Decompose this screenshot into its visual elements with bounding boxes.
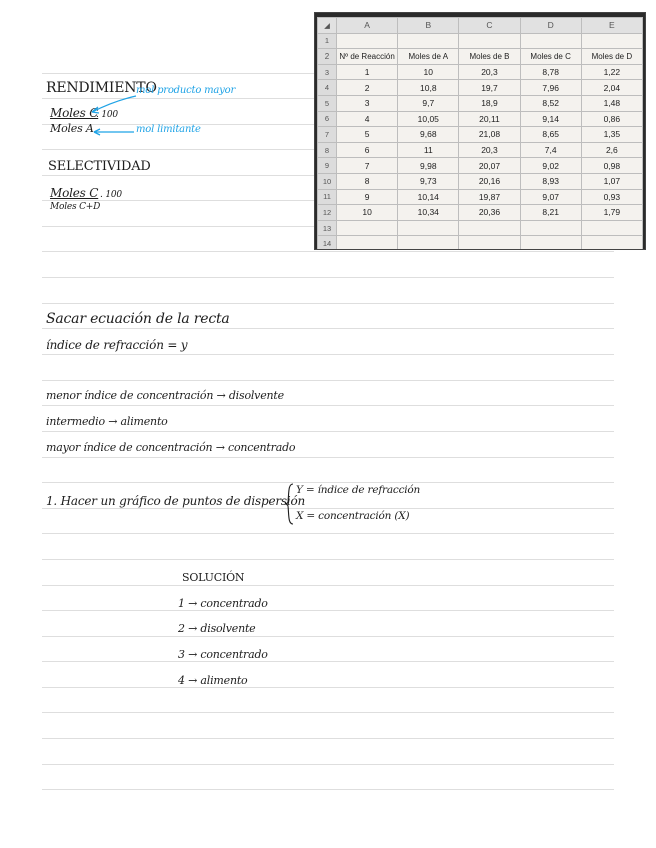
rendimiento-note-top: mol producto mayor bbox=[136, 85, 236, 96]
row-number: 8 bbox=[318, 142, 337, 158]
note-line-3: menor índice de concentración → disolvente bbox=[46, 389, 284, 402]
row-number: 6 bbox=[318, 111, 337, 127]
table-cell: 11 bbox=[398, 142, 459, 158]
table-cell: 19,87 bbox=[459, 189, 520, 205]
selectividad-times: . 100 bbox=[100, 190, 122, 200]
table-cell: 9 bbox=[337, 189, 398, 205]
ruled-line bbox=[42, 457, 614, 458]
ruled-line bbox=[42, 328, 614, 329]
ruled-line bbox=[42, 636, 614, 637]
table-cell: 8,21 bbox=[520, 205, 581, 221]
table-row bbox=[318, 189, 643, 205]
rendimiento-title: RENDIMIENTO bbox=[46, 80, 157, 96]
rendimiento-denominator: Moles A bbox=[50, 122, 94, 135]
spreadsheet-table bbox=[317, 17, 643, 250]
note-line-4: intermedio → alimento bbox=[46, 415, 168, 428]
selectividad-numerator: Moles C bbox=[50, 186, 99, 200]
column-letter: A bbox=[337, 18, 398, 34]
table-cell: 8 bbox=[337, 173, 398, 189]
column-letter: D bbox=[520, 18, 581, 34]
ruled-line bbox=[42, 738, 614, 739]
table-cell: 7,4 bbox=[520, 142, 581, 158]
table-cell: 20,07 bbox=[459, 158, 520, 174]
rendimiento-times: . 100 bbox=[96, 110, 118, 120]
table-cell: 1,48 bbox=[581, 95, 642, 111]
table-cell bbox=[398, 220, 459, 236]
curly-brace-icon bbox=[284, 483, 294, 525]
column-letter: B bbox=[398, 18, 459, 34]
table-cell: 9,14 bbox=[520, 111, 581, 127]
ruled-line bbox=[42, 559, 614, 560]
column-header-row bbox=[318, 18, 643, 34]
table-cell: 0,98 bbox=[581, 158, 642, 174]
table-cell: 7,96 bbox=[520, 80, 581, 96]
ruled-line bbox=[42, 251, 614, 252]
table-row bbox=[318, 220, 643, 236]
ruled-line bbox=[42, 585, 614, 586]
table-cell: 8,52 bbox=[520, 95, 581, 111]
solucion-item: 2 → disolvente bbox=[178, 622, 256, 635]
row-number: 10 bbox=[318, 173, 337, 189]
row-number: 9 bbox=[318, 158, 337, 174]
ruled-line bbox=[42, 764, 614, 765]
ruled-line bbox=[42, 789, 614, 790]
table-cell bbox=[337, 236, 398, 250]
table-row bbox=[318, 173, 643, 189]
table-cell: 1,79 bbox=[581, 205, 642, 221]
table-row bbox=[318, 158, 643, 174]
solucion-title: SOLUCIÓN bbox=[182, 571, 245, 584]
table-cell: 1,35 bbox=[581, 127, 642, 143]
table-cell: 9,7 bbox=[398, 95, 459, 111]
table-cell: 1,22 bbox=[581, 64, 642, 80]
ruled-line bbox=[42, 277, 614, 278]
table-row bbox=[318, 127, 643, 143]
row-number: 14 bbox=[318, 236, 337, 250]
table-cell: 20,3 bbox=[459, 64, 520, 80]
selectividad-denominator: Moles C+D bbox=[50, 202, 101, 212]
table-cell bbox=[581, 236, 642, 250]
table-cell: 2,04 bbox=[581, 80, 642, 96]
table-cell: 10,05 bbox=[398, 111, 459, 127]
table-cell bbox=[459, 236, 520, 250]
table-row bbox=[318, 95, 643, 111]
header-cell: Moles de A bbox=[398, 49, 459, 65]
table-cell: 10,34 bbox=[398, 205, 459, 221]
row-number: 1 bbox=[318, 33, 337, 49]
arrow-annotations bbox=[88, 90, 138, 140]
rendimiento-note-bottom: mol limitante bbox=[136, 124, 201, 135]
ruled-line bbox=[42, 712, 614, 713]
solucion-item: 4 → alimento bbox=[178, 674, 248, 687]
table-cell: 2,6 bbox=[581, 142, 642, 158]
rendimiento-numerator: Moles C bbox=[50, 106, 99, 120]
table-cell: 8,78 bbox=[520, 64, 581, 80]
row-number: 5 bbox=[318, 95, 337, 111]
ruled-line bbox=[42, 303, 614, 304]
header-cell: Moles de B bbox=[459, 49, 520, 65]
table-row bbox=[318, 111, 643, 127]
table-cell: 9,98 bbox=[398, 158, 459, 174]
spreadsheet-photo bbox=[314, 12, 646, 250]
ruled-line bbox=[42, 610, 614, 611]
ruled-line bbox=[42, 405, 614, 406]
table-cell bbox=[581, 220, 642, 236]
table-cell: 0,86 bbox=[581, 111, 642, 127]
row-number: 13 bbox=[318, 220, 337, 236]
header-cell: Moles de C bbox=[520, 49, 581, 65]
table-cell bbox=[459, 220, 520, 236]
task-line: 1. Hacer un gráfico de puntos de dispersión bbox=[46, 494, 306, 508]
row-number: 2 bbox=[318, 49, 337, 65]
table-cell bbox=[398, 236, 459, 250]
table-cell: 10 bbox=[398, 64, 459, 80]
solucion-item: 3 → concentrado bbox=[178, 648, 268, 661]
note-line-2: índice de refracción = y bbox=[46, 338, 188, 352]
table-cell: 21,08 bbox=[459, 127, 520, 143]
table-row bbox=[318, 33, 643, 49]
table-cell: 20,16 bbox=[459, 173, 520, 189]
y-definition: Y = índice de refracción bbox=[296, 484, 421, 496]
note-line-5: mayor índice de concentración → concentrado bbox=[46, 441, 296, 454]
table-cell: 1 bbox=[337, 64, 398, 80]
ruled-line bbox=[42, 380, 614, 381]
table-cell: 19,7 bbox=[459, 80, 520, 96]
table-cell: 0,93 bbox=[581, 189, 642, 205]
table-cell: 10 bbox=[337, 205, 398, 221]
table-cell: 6 bbox=[337, 142, 398, 158]
header-cell: Nº de Reacción bbox=[337, 49, 398, 65]
header-cell: Moles de D bbox=[581, 49, 642, 65]
table-cell: 20,36 bbox=[459, 205, 520, 221]
ruled-line bbox=[42, 431, 614, 432]
selectividad-title: SELECTIVIDAD bbox=[48, 159, 151, 174]
table-cell: 8,93 bbox=[520, 173, 581, 189]
x-definition: X = concentración (X) bbox=[296, 510, 410, 522]
table-cell bbox=[520, 236, 581, 250]
table-row bbox=[318, 142, 643, 158]
table-cell: 20,3 bbox=[459, 142, 520, 158]
table-row bbox=[318, 205, 643, 221]
table-cell: 9,68 bbox=[398, 127, 459, 143]
table-cell: 10,8 bbox=[398, 80, 459, 96]
solucion-item: 1 → concentrado bbox=[178, 597, 268, 610]
row-number: 12 bbox=[318, 205, 337, 221]
column-letter: E bbox=[581, 18, 642, 34]
ruled-line bbox=[42, 354, 614, 355]
table-cell: 2 bbox=[337, 80, 398, 96]
table-row bbox=[318, 236, 643, 250]
column-letter: C bbox=[459, 18, 520, 34]
table-row bbox=[318, 64, 643, 80]
ruled-line bbox=[42, 482, 614, 483]
table-cell: 9,07 bbox=[520, 189, 581, 205]
ruled-line bbox=[42, 687, 614, 688]
row-number: 7 bbox=[318, 127, 337, 143]
ruled-line bbox=[42, 661, 614, 662]
table-cell: 9,02 bbox=[520, 158, 581, 174]
table-row bbox=[318, 80, 643, 96]
row-number: 4 bbox=[318, 80, 337, 96]
table-cell: 20,11 bbox=[459, 111, 520, 127]
table-cell: 1,07 bbox=[581, 173, 642, 189]
row-number: 11 bbox=[318, 189, 337, 205]
table-cell: 3 bbox=[337, 95, 398, 111]
table-cell: 18,9 bbox=[459, 95, 520, 111]
table-cell: 9,73 bbox=[398, 173, 459, 189]
table-cell: 8,65 bbox=[520, 127, 581, 143]
corner-cell: ◢ bbox=[318, 18, 337, 34]
table-cell: 7 bbox=[337, 158, 398, 174]
table-header-row bbox=[318, 49, 643, 65]
table-cell bbox=[520, 220, 581, 236]
table-cell: 10,14 bbox=[398, 189, 459, 205]
ruled-line bbox=[42, 508, 614, 509]
note-line-1: Sacar ecuación de la recta bbox=[46, 311, 230, 327]
row-number: 3 bbox=[318, 64, 337, 80]
table-cell bbox=[337, 220, 398, 236]
ruled-line bbox=[42, 533, 614, 534]
table-cell: 5 bbox=[337, 127, 398, 143]
table-cell: 4 bbox=[337, 111, 398, 127]
